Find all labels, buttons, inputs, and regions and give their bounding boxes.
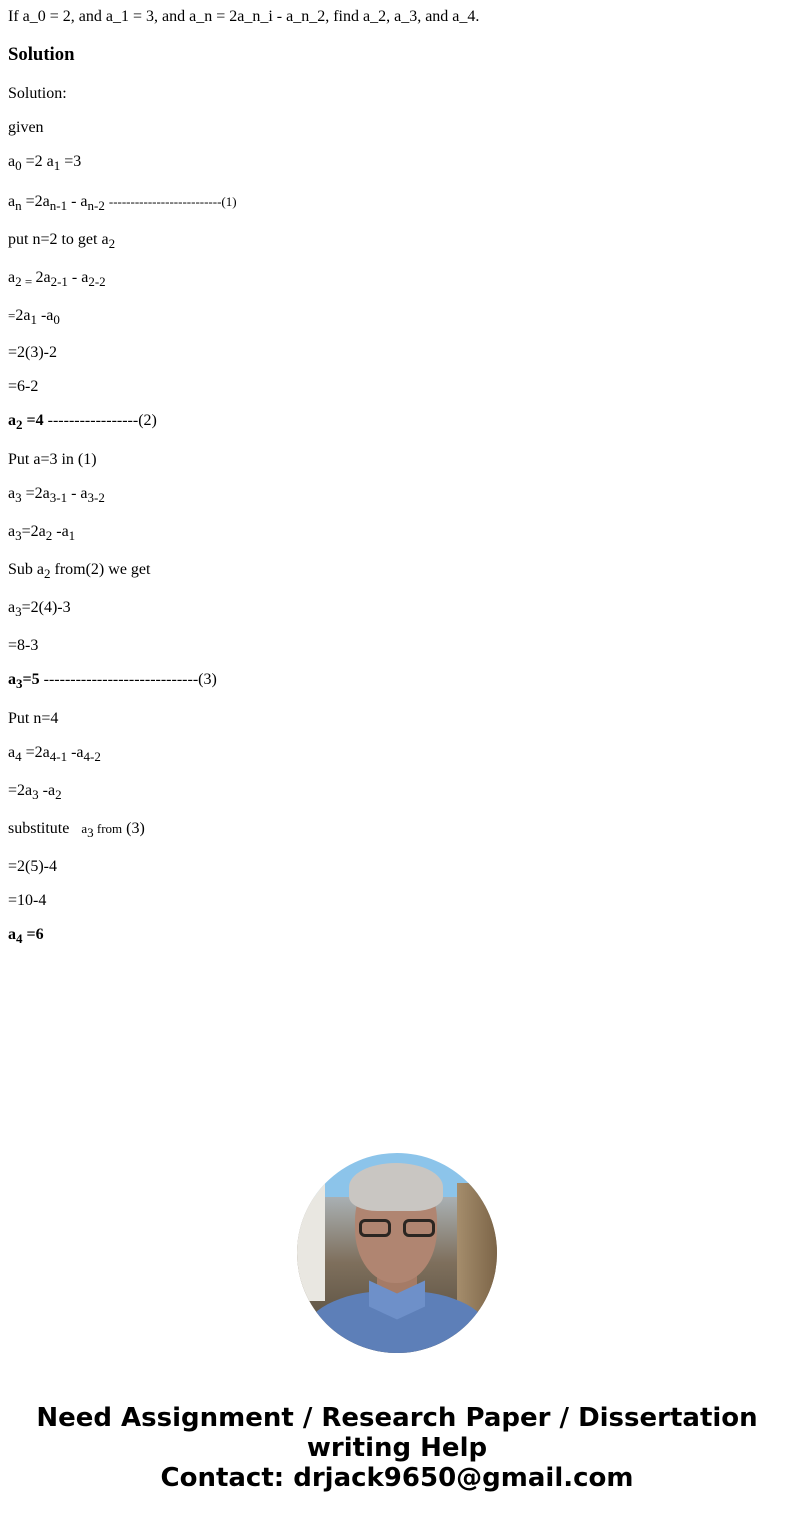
step-a4-expand: $a_4 =2a_{4-1}$ $-a_{4-2}$ (8, 744, 101, 764)
step-a4-eval2: =10-4 (8, 892, 47, 909)
step-substitute-a3: substitute $a_3$ from (3) (8, 820, 145, 840)
step-a3-result: $a_3=5$ -----------------------------(3) (8, 671, 217, 691)
step-initial-values: $a_0 =2$ $a_1 =3$ (8, 153, 82, 173)
step-solution-label: Solution: (8, 85, 67, 102)
help-advertisement (0, 1403, 794, 1493)
step-a4-eval1: =2(5)-4 (8, 858, 58, 875)
ad-contact: Contact: drjack9650@gmail.com (160, 1463, 634, 1493)
step-sub-a2: Sub $a_2$ from(2) we get (8, 561, 151, 581)
step-a2-expand: $a_{2 =}$ $2a_{2-1} - a_{2-2}$ (8, 269, 106, 289)
step-recurrence: $a_n =2a_{n-1} - a_{n-2}$ --------------------------(1) (8, 193, 237, 213)
step-given: given (8, 119, 44, 136)
step-put-a3: Put a=3 in (1) (8, 451, 97, 468)
step-a3-eval2: =8-3 (8, 637, 39, 654)
step-a2-eval2: =6-2 (8, 378, 39, 395)
step-a3-sub: $a_3=2a_2$ $-a_1$ (8, 523, 76, 543)
step-put-n4: Put n=4 (8, 710, 59, 727)
question-text: If a_0 = 2, and a_1 = 3, and a_n = 2a_n_i - a_n_2, find a_2, a_3, and a_4. (8, 8, 480, 25)
ad-line-1: Need Assignment / Research Paper / Dissertation (36, 1403, 758, 1433)
step-put-n2: put n=2 to get $a_2$ (8, 231, 116, 251)
solution-heading: Solution (8, 44, 75, 65)
document-body (8, 0, 786, 946)
step-a2-eval1: =2(3)-2 (8, 344, 58, 361)
step-a2-result: $a_2 =4$ -----------------(2) (8, 412, 157, 432)
step-a2-sub: $=2a_1$ $-a_0$ (8, 307, 60, 327)
step-a3-eval1: $a_3=2(4)-3$ (8, 599, 71, 619)
step-a3-expand: $a_3 =2a_{3-1} - a_{3-2}$ (8, 485, 105, 505)
ad-line-2: writing Help (306, 1433, 488, 1463)
author-photo (297, 1153, 497, 1353)
step-a4-result: $a_4 =6$ (8, 926, 44, 946)
step-a4-sub: $=2a_3$ $-a_2$ (8, 782, 62, 802)
